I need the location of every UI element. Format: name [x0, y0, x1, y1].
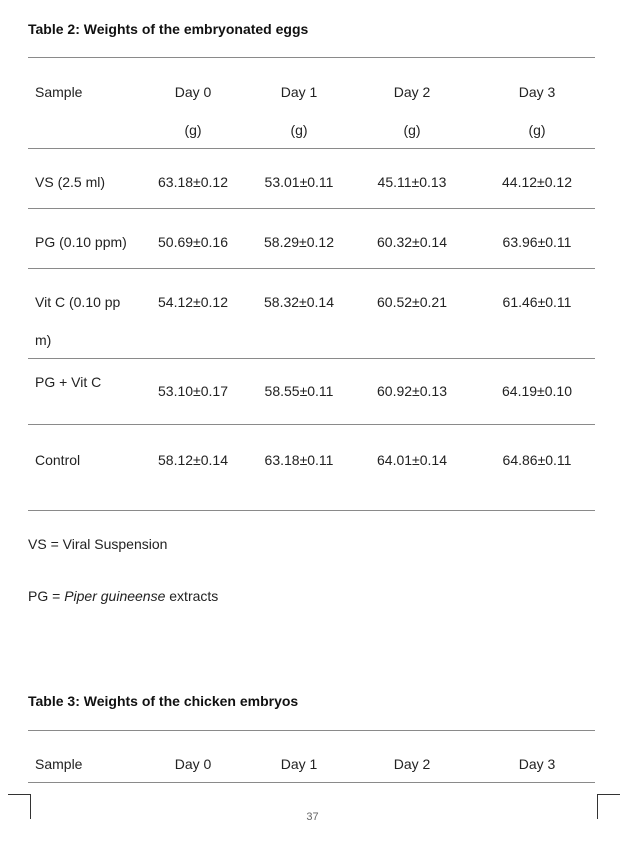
note-vs: VS = Viral Suspension	[28, 536, 168, 552]
table2-row5-day0: 58.12±0.14	[158, 452, 228, 468]
table3-top-rule	[28, 730, 595, 731]
page-number: 37	[306, 811, 319, 823]
table2-row-rule	[28, 268, 595, 269]
table2-row1-day2: 45.11±0.13	[377, 174, 447, 190]
table2-row-rule	[28, 208, 595, 209]
table2-bottom-rule	[28, 510, 595, 511]
note-pg-prefix: PG =	[28, 588, 65, 604]
table2-row1-day3: 44.12±0.12	[502, 174, 572, 190]
table2-row3-day0: 54.12±0.12	[158, 294, 228, 310]
table2-row1-day0: 63.18±0.12	[158, 174, 228, 190]
table2-row3-sample-wrap: m)	[35, 332, 52, 348]
table2-caption: Table 2: Weights of the embryonated eggs	[28, 21, 309, 37]
table2-top-rule	[28, 57, 595, 58]
table2-row4-day1: 58.55±0.11	[264, 383, 334, 399]
table2-row5-day3: 64.86±0.11	[502, 452, 572, 468]
table2-unit-day0: (g)	[184, 122, 202, 138]
table2-row3-day3: 61.46±0.11	[502, 294, 572, 310]
table3-header-sample: Sample	[35, 756, 83, 772]
table2-row2-sample: PG (0.10 ppm)	[35, 234, 127, 250]
note-pg-species: Piper guineense	[64, 588, 166, 604]
table2-unit-day2: (g)	[403, 122, 421, 138]
note-pg	[28, 588, 218, 604]
table3-header-day1: Day 1	[280, 756, 318, 772]
table2-row3-day1: 58.32±0.14	[264, 294, 334, 310]
table2-row5-sample: Control	[35, 452, 81, 468]
table2-header-day0: Day 0	[174, 84, 212, 100]
table3-header-day0: Day 0	[174, 756, 212, 772]
table2-row5-day2: 64.01±0.14	[377, 452, 447, 468]
note-pg-suffix: extracts	[165, 588, 219, 604]
table2-header-sample: Sample	[35, 84, 83, 100]
table2-row2-day0: 50.69±0.16	[158, 234, 228, 250]
table3-header-rule	[28, 782, 595, 783]
table2-header-day2: Day 2	[393, 84, 431, 100]
table2-row2-day3: 63.96±0.11	[502, 234, 572, 250]
table2-row2-day2: 60.32±0.14	[377, 234, 447, 250]
table2-row4-day2: 60.92±0.13	[377, 383, 447, 399]
table2-row1-day1: 53.01±0.11	[264, 174, 334, 190]
table2-row1-sample: VS (2.5 ml)	[35, 174, 106, 190]
table2-unit-day1: (g)	[290, 122, 308, 138]
table3-caption: Table 3: Weights of the chicken embryos	[28, 693, 299, 709]
table2-header-day1: Day 1	[280, 84, 318, 100]
table2-row5-day1: 63.18±0.11	[264, 452, 334, 468]
table2-header-day3: Day 3	[518, 84, 556, 100]
table2-header-rule	[28, 148, 595, 149]
table2-row-rule	[28, 358, 595, 359]
table2-row-rule	[28, 424, 595, 425]
table2-row4-day3: 64.19±0.10	[502, 383, 572, 399]
table2-row2-day1: 58.29±0.12	[264, 234, 334, 250]
table3-header-day2: Day 2	[393, 756, 431, 772]
table2-row4-sample: PG + Vit C	[35, 374, 102, 390]
table2-row3-sample: Vit C (0.10 pp	[35, 294, 121, 310]
table2-row4-day0: 53.10±0.17	[158, 383, 228, 399]
table3-header-day3: Day 3	[518, 756, 556, 772]
table2-row3-day2: 60.52±0.21	[377, 294, 447, 310]
table2-unit-day3: (g)	[528, 122, 546, 138]
